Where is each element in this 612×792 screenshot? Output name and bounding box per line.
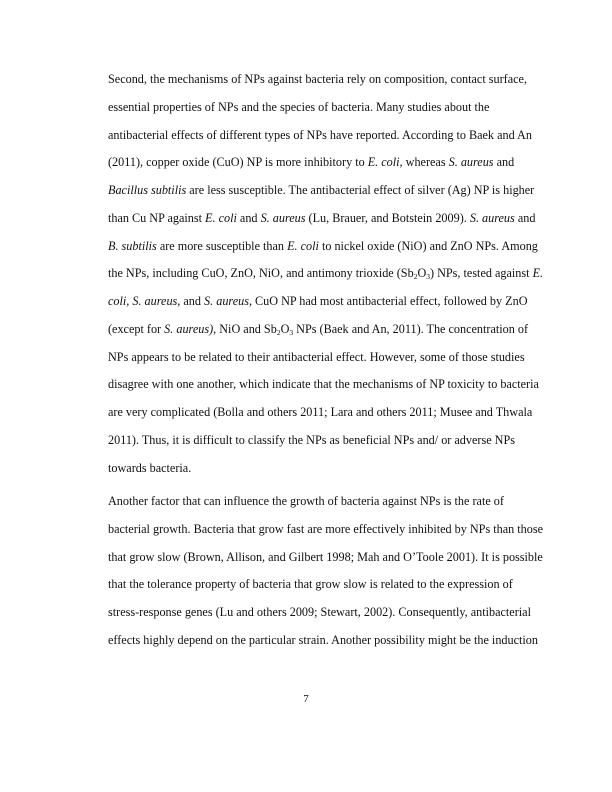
italic-text: S. aureus: [260, 210, 306, 225]
italic-text: S. aureus): [164, 321, 214, 336]
text-span: O: [417, 266, 427, 281]
text-line: [108, 376, 539, 392]
text-line: [108, 460, 191, 476]
text-line: [108, 127, 532, 143]
text-line: [108, 210, 535, 226]
text-line: [108, 238, 538, 254]
text-span: than Cu NP against: [108, 210, 206, 225]
text-line: [108, 632, 538, 648]
text-span: O: [280, 321, 290, 336]
text-span: are more susceptible than: [156, 238, 288, 253]
text-span: (Lu, Brauer, and Botstein 2009).: [305, 210, 470, 225]
text-span: and: [514, 210, 536, 225]
text-span: NPs (Baek and An, 2011). The concentration of: [293, 321, 529, 336]
italic-text: Bacillus subtilis: [108, 183, 187, 197]
text-span: Second, the mechanisms of NPs against bacteria rely on composition, contact surface,: [108, 72, 527, 86]
subscript-text: 2: [276, 327, 281, 337]
text-line: [108, 521, 543, 537]
text-span: CuO NP had most antibacterial effect, followed by ZnO: [252, 294, 528, 308]
italic-text: S. aureus: [448, 155, 494, 170]
text-span: Another factor that can influence the growth of bacteria against NPs is the rate of: [108, 494, 504, 508]
text-line: [108, 432, 515, 448]
italic-text: coli, S. aureus,: [108, 294, 181, 308]
italic-text: S. aureus,: [204, 294, 252, 308]
text-line: [108, 182, 534, 198]
text-line: [108, 549, 543, 565]
text-span: , NiO and Sb: [213, 321, 277, 336]
text-line: [108, 404, 532, 420]
text-span: and: [236, 210, 261, 225]
italic-text: E. coli: [205, 210, 237, 225]
text-span: and: [180, 294, 205, 308]
italic-text: E. coli,: [367, 155, 403, 170]
text-span: (2011), copper oxide (CuO) NP is more inhibitory to: [108, 155, 368, 170]
text-span: effects highly depend on the particular strain. Another possibility might be the induction: [108, 632, 538, 647]
italic-text: B. subtilis: [108, 238, 157, 253]
text-span: whereas: [402, 155, 449, 170]
text-span: are less susceptible. The antibacterial effect of silver (Ag) NP is higher: [186, 183, 535, 197]
text-span: disagree with one another, which indicate that the mechanisms of NP toxicity to bacteria: [108, 377, 539, 392]
text-line: [108, 321, 528, 337]
page-number: 7: [303, 693, 309, 705]
text-span: stress-response genes (Lu and others 2009; Stewart, 2002). Consequently, antibacterial: [108, 605, 531, 619]
subscript-text: 2: [413, 272, 418, 282]
text-span: towards bacteria.: [108, 460, 192, 475]
text-line: [108, 293, 528, 309]
text-line: [108, 99, 489, 115]
subscript-text: 3: [289, 327, 294, 337]
text-span: and: [493, 155, 515, 170]
text-line: [108, 349, 525, 365]
text-span: that the tolerance property of bacteria that grow slow is related to the expression of: [108, 577, 513, 592]
text-span: 2011). Thus, it is difficult to classify the NPs as beneficial NPs and/ or adverse NPs: [108, 432, 515, 447]
text-line: [108, 154, 514, 170]
text-line: [108, 493, 504, 509]
italic-text: E. coli: [287, 238, 319, 253]
text-line: [108, 604, 531, 620]
text-line: [108, 265, 543, 281]
italic-text: S. aureus: [469, 210, 515, 225]
subscript-text: 3: [426, 272, 430, 282]
text-span: bacterial growth. Bacteria that grow fast are more effectively inhibited by NPs than those: [108, 521, 543, 536]
text-line: [108, 71, 527, 87]
text-span: the NPs, including CuO, ZnO, NiO, and antimony trioxide (Sb: [108, 266, 414, 281]
text-line: [108, 576, 513, 592]
text-span: essential properties of NPs and the species of bacteria. Many studies about the: [108, 99, 490, 114]
text-span: are very complicated (Bolla and others 2011; Lara and others 2011; Musee and Thwala: [108, 405, 533, 419]
text-span: to nickel oxide (NiO) and ZnO NPs. Among: [318, 238, 538, 253]
text-span: (except for: [108, 321, 165, 336]
text-span: that grow slow (Brown, Allison, and Gilbert 1998; Mah and O’Toole 2001). It is possible: [108, 549, 543, 564]
text-span: NPs appears to be related to their antibacterial effect. However, some of those studies: [108, 349, 525, 364]
italic-text: E.: [532, 266, 544, 281]
text-span: ) NPs, tested against: [430, 266, 533, 281]
text-span: antibacterial effects of different types of NPs have reported. According to Baek and An: [108, 127, 532, 142]
